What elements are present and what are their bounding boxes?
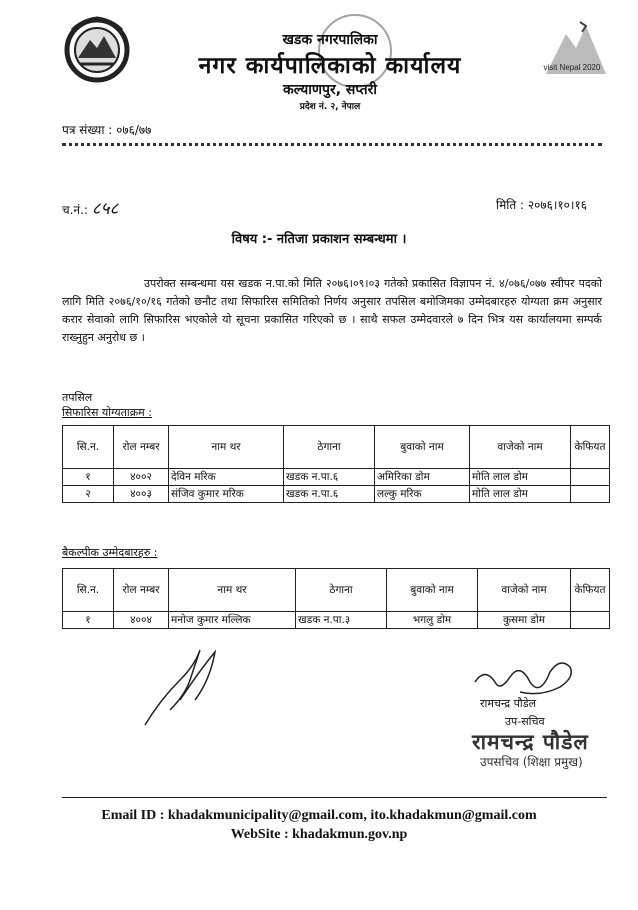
cell: भगलु डोम — [387, 612, 478, 629]
table-header-row — [63, 426, 610, 469]
footer-email: Email ID : khadakmunicipality@gmail.com, ito.khadakmun@gmail.com — [101, 808, 537, 823]
recommended-candidates-table — [62, 425, 610, 503]
title-stamp: उपसचिव (शिक्षा प्रमुख) — [480, 755, 583, 769]
cell: ४००४ — [114, 612, 169, 629]
cell: खडक न.पा.६ — [284, 469, 375, 486]
recommended-list-title: सिफारिस योग्यताक्रम : — [62, 406, 152, 419]
cell: मोति लाल डोम — [470, 469, 571, 486]
cell: २ — [63, 486, 114, 503]
table-row — [63, 486, 610, 503]
signatory-designation: उप-सचिव — [505, 715, 545, 728]
nepal-government-emblem — [62, 14, 132, 86]
ref-value: : ०७६/७७ — [108, 123, 152, 137]
cell — [571, 612, 610, 629]
col-address: ठेगाना — [284, 426, 375, 469]
alternate-candidates-table — [62, 568, 610, 629]
col-address: ठेगाना — [296, 569, 387, 612]
table-header-row — [63, 569, 610, 612]
cell — [571, 486, 610, 503]
cell: खडक न.पा.६ — [284, 486, 375, 503]
cell: देविन मरिक — [169, 469, 284, 486]
cell: लल्कु मरिक — [375, 486, 470, 503]
col-remarks: केफियत — [571, 569, 610, 612]
cell: मनोज कुमार मल्लिक — [169, 612, 296, 629]
tapasil-heading: तपसिल — [62, 391, 93, 404]
col-roll: रोल नम्बर — [114, 569, 169, 612]
letter-date — [496, 196, 587, 213]
cell: संजिव कुमार मरिक — [169, 486, 284, 503]
col-father: बुवाको नाम — [387, 569, 478, 612]
alternate-list-title: बैकल्पीक उम्मेदबारहरु : — [62, 546, 158, 559]
letter-body: उपरोक्त सम्बन्धमा यस खडक न.पा.को मिति २०७६।०९।०३ गतेको प्रकासित विज्ञापन नं. ४/०७६/०७७ स्वीपर पदको लागि मिति २०७६/१०/१६ गतेको छनौट तथा सिफारिस समितिको निर्णय अनुसार तपसिल बमोजिमका उम्मेदबारहरु योग्यता क्रम अनुसार करार सेवाको लागि सिफारिस भएकोले यो सूचना प्रकासित गरिएको छ । साथै सफल उम्मेदवारले ७ दिन भित्र यस कार्यालयमा सम्पर्क राख्नुहुन अनुरोध छ । — [62, 277, 602, 344]
cell: १ — [63, 612, 114, 629]
col-roll: रोल नम्बर — [114, 426, 169, 469]
cell: ४००३ — [114, 486, 169, 503]
col-name: नाम थर — [169, 569, 296, 612]
province-line: प्रदेश नं. २, नेपाल — [299, 102, 361, 112]
col-serial: सि.न. — [63, 426, 114, 469]
letter-subject: विषय :- नतिजा प्रकाशन सम्बन्धमा । — [231, 232, 407, 247]
cell: मोति लाल डोम — [470, 486, 571, 503]
left-handwritten-signature — [140, 640, 230, 730]
ref-label: पत्र संख्या — [62, 123, 105, 137]
cell: खडक न.पा.३ — [296, 612, 387, 629]
dispatch-number — [62, 196, 118, 219]
cell: अमिरिका डोम — [375, 469, 470, 486]
letter-reference — [62, 121, 151, 138]
right-handwritten-signature — [470, 652, 585, 702]
col-grandfather: वाजेको नाम — [470, 426, 571, 469]
footer-website: WebSite : khadakmun.gov.np — [230, 827, 408, 842]
table-row — [63, 469, 610, 486]
cell: ४००२ — [114, 469, 169, 486]
dotted-divider — [62, 143, 602, 146]
cell: १ — [63, 469, 114, 486]
dispatch-label: च.नं.: — [62, 203, 88, 217]
table-row — [63, 612, 610, 629]
col-name: नाम थर — [169, 426, 284, 469]
col-serial: सि.न. — [63, 569, 114, 612]
footer-divider — [62, 797, 607, 798]
dispatch-value: ८५८ — [91, 199, 119, 219]
date-label: मिति : — [496, 198, 525, 212]
col-remarks: केफियत — [571, 426, 610, 469]
date-value: २०७६।१०।१६ — [527, 198, 587, 212]
visit-nepal-text: visit Nepal 2020 — [543, 63, 601, 72]
office-location: कल्याणपुर, सप्तरी — [283, 82, 377, 98]
municipality-name: खडक नगरपालिका — [282, 32, 378, 48]
col-father: बुवाको नाम — [375, 426, 470, 469]
cell: कुसमा डोम — [478, 612, 571, 629]
visit-nepal-logo — [536, 14, 614, 84]
cell — [571, 469, 610, 486]
signatory-name: रामचन्द्र पौडेल — [480, 697, 537, 710]
name-stamp: रामचन्द्र पौडेल — [472, 730, 589, 754]
col-grandfather: वाजेको नाम — [478, 569, 571, 612]
office-name: नगर कार्यपालिकाको कार्यालय — [198, 53, 462, 79]
